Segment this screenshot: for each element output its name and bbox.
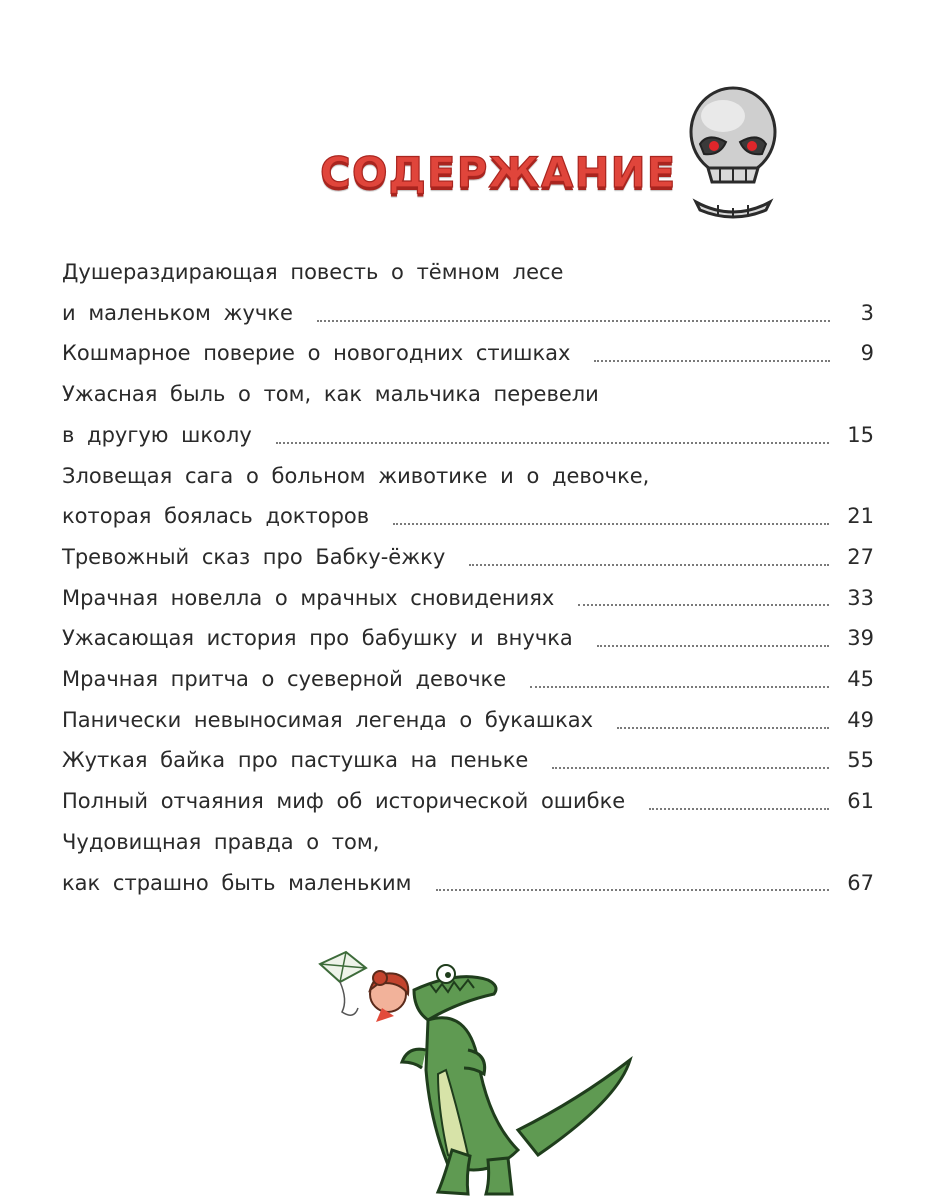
toc-entry: [62, 700, 874, 741]
toc-page-number: 33: [847, 585, 874, 610]
dot-leader: [393, 522, 829, 525]
toc-entry-title: Полный отчаяния миф об исторической ошибке: [62, 789, 626, 814]
toc-page-number: 67: [847, 870, 874, 895]
dot-leader: [578, 603, 829, 606]
toc-page-number: 61: [847, 789, 874, 814]
toc-entry-title: Ужасающая история про бабушку и внучка: [62, 626, 573, 651]
dot-leader: [594, 359, 830, 362]
toc-entry-title: Кошмарное поверие о новогодних стишках: [62, 341, 571, 366]
dot-leader: [649, 807, 829, 810]
toc-entry-title: и маленьком жучке: [62, 300, 293, 325]
toc-entry-title: которая боялась докторов: [62, 504, 370, 529]
toc-entry-title: как страшно быть маленьким: [62, 870, 412, 895]
toc-entry: [62, 740, 874, 781]
toc-entry-title-line: Зловещая сага о больном животике и о девочке,: [62, 463, 650, 488]
toc-page-number: 49: [847, 707, 874, 732]
toc-entry-title: Мрачная новелла о мрачных сновидениях: [62, 585, 555, 610]
page-title: СОДЕРЖАНИЕ: [320, 148, 677, 197]
toc-page-number: 45: [847, 667, 874, 692]
dot-leader: [436, 888, 830, 891]
toc-entry: [62, 659, 874, 700]
skull-icon: [678, 82, 788, 222]
dot-leader: [552, 766, 829, 769]
toc-entry: [62, 333, 874, 374]
crocodile-illustration: [318, 950, 638, 1200]
dot-leader: [276, 441, 830, 444]
toc-entry: [62, 252, 874, 333]
toc-entry: [62, 537, 874, 578]
dot-leader: [597, 644, 829, 647]
toc-entry-title: Тревожный сказ про Бабку-ёжку: [62, 544, 446, 569]
dot-leader: [530, 685, 829, 688]
toc-entry: [62, 618, 874, 659]
dot-leader: [469, 563, 829, 566]
toc-page-number: 27: [847, 544, 874, 569]
toc-entry: [62, 578, 874, 619]
toc-entry-title-line: Ужасная быль о том, как мальчика перевели: [62, 382, 599, 407]
toc-entry: [62, 374, 874, 455]
toc-page-number: 55: [847, 748, 874, 773]
toc-entry-title: в другую школу: [62, 422, 252, 447]
toc-entry-title: Жуткая байка про пастушка на пеньке: [62, 748, 529, 773]
toc-entry-title: Мрачная притча о суеверной девочке: [62, 667, 507, 692]
toc-entry-title-line: Душераздирающая повесть о тёмном лесе: [62, 260, 564, 284]
table-of-contents: [62, 252, 874, 903]
toc-page-number: 9: [860, 341, 874, 366]
toc-entry-title: Панически невыносимая легенда о букашках: [62, 707, 594, 732]
toc-entry: [62, 822, 874, 903]
toc-page-number: 21: [847, 504, 874, 529]
toc-entry-title-line: Чудовищная правда о том,: [62, 829, 380, 854]
dot-leader: [317, 319, 830, 322]
dot-leader: [617, 726, 829, 729]
toc-page-number: 15: [847, 422, 874, 447]
toc-entry: [62, 781, 874, 822]
toc-page-number: 39: [847, 626, 874, 651]
toc-page-number: 3: [860, 300, 874, 325]
toc-entry: [62, 456, 874, 537]
